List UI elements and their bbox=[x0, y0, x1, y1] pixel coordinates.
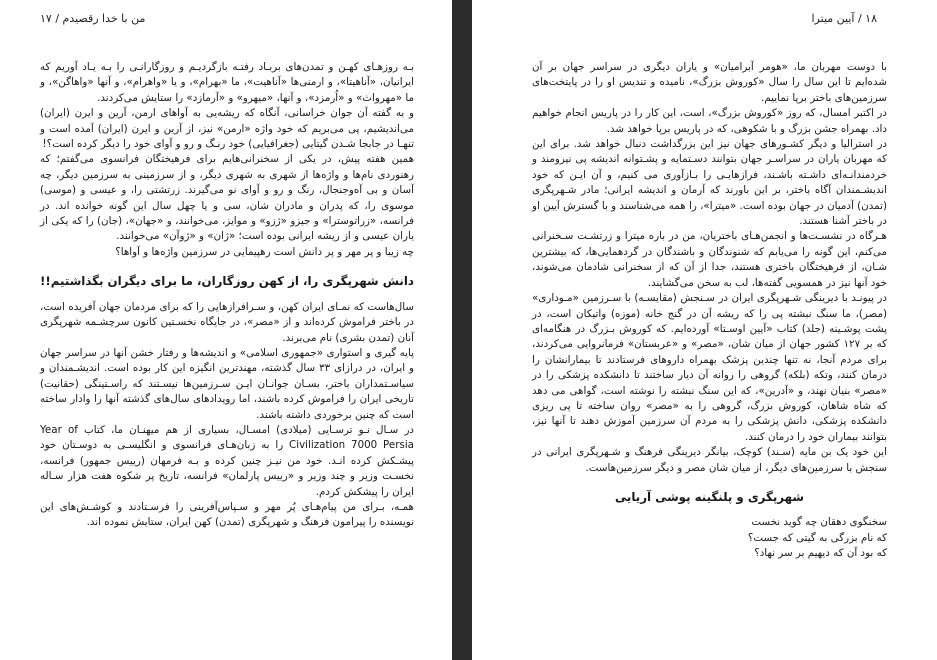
page-body bbox=[40, 60, 414, 531]
paragraph: در سـال نـو ترسـایی (میلادی) امسـال، بسیاری از هم میهنـان ما، کتاب Year of Civilization 7000 Persia را به زبان‌هـای فرانسوی و انگلیسـی به دوسـتان خود پیشـکش کرده انـد. خود من نیـز چنین کرده و بـه فرمهان (رییس جمهور) فرانسه، نخسـت وزیر و چند وزیر و «رییس پارلمان» فرانسه، تاریخ پر شکوه هفت هزار سـاله ایران را پیشکش کردم. bbox=[40, 423, 415, 498]
paragraph: و به گفته آن جوان خراسانی، آنگاه که ریشه‌یی به آواهای ارمن، آرین و ایرن (ایران) می‌اندیشیم، پی می‌بریم که خود واژه «ارمن» نیز، از آرین و ایرن (ایران) آمده است و تنهـا در جابجا شـدن گیتایی (جغرافیایی) خود رنـگ و رو و آوای خود را دیگر کرده است؟! bbox=[40, 107, 414, 151]
paragraph: با دوست مهربان ما، «هومر آبرامیان» و یاران دیگری در سراسر جهان بر آن شده‌ایم تا این سال را سال «کوروش بزرگ»، نامیده و تندیس او را در پایتخت‌های سرزمین‌های باختر برپا نماییم. bbox=[532, 61, 887, 104]
left-page bbox=[0, 0, 452, 660]
paragraph: در پیونـد با دیرینگی شـهرپگری ایران در سـنجش (مقایسـه) با سـرزمین «مـوداری» (مصر)، ما سنگ نبشته پی را که ریشه آن در گنج خانه (موزه) واتیکان است، در پشت پوشـینه (جلد) کتاب «آیین اوسـتا» آورده‌ایم. که کوروش بـزرگ در هنگامه‌ای که بر ۱۲۷ کشور جهان از میان شان، «مصر» و «عربستان» فرمانروایی می‌کردند، برای مردم آنجا، نه تنها چندین پزشک بهمراه داروهای فرستادند تا بیمارانشان را درمان کنند، وتکه (بلکه) گروهی را روانه آن دیار ساختند تا دانشکده پزشکی را در «مصر» بنیان نهند، و «آدرین»، که این سنگ نبشته را نوشته است، گواهی می دهد که شاه شاهان، کوروش بزرگ، گروهی را به «مصر» روان ساخته تا پی ریزی دانشکده پزشکی، دانش پزشکی را به مردم آن سرزمین آموزش دهند تا آنها نیز، بتوانند بیماران خود را درمان کنند. bbox=[532, 292, 887, 443]
page-header: ۱۸ / آیین میترا bbox=[811, 12, 877, 25]
paragraph: هـرگاه در نشسـت‌ها و انجمن‌هـای باختریان، من در باره میترا و زرتشـت سـخنرانی می‌کنم، این گونه را می‌یابم که شنوندگان و باشندگان در گردهمایی‌ها، که بیشترین شـان، از فرهیختگان باختری هستند، جدا از آن که از سخنرانی شادمان می‌شوند، خود آنها نیز در همسویی گفته‌ها، لب به سخن می‌گشایند. bbox=[532, 230, 887, 289]
paragraph: همین هفته پیش، در یکی از سخنرانی‌هایم برای فرهیختگان فرانسوی می‌گفتم؛ که رهنوردی نام‌ها و واژه‌ها از شهری به شهری دیگر، و از سرزمینی به سرزمین دیگر، چه آسان و بی آه‌وجنجال، رنگ و رو و آوای نو می‌گیرند. زرتشتی را، و عیسی و (موسی) موسوی را، که پدران و مادران شان، سی و یا چهل سال این گونه خوانده اند. در فرانسه، «زراتوسترا» و جیزو «ژزو» و موایز، می‌خوانند، و «جهان»، (جان) را که یکی از یاران عیسی و از ریشه ایرانی بوده است؛ «ژان» و «ژوآن» می‌خوانند. bbox=[40, 153, 414, 243]
paragraph: همـه، بـرای من پیام‌هـای پُر مهر و سـپاس‌آفرینی را فرسـتادند و کوشـش‌های این نویسنده را پیرامون فرهنگ و شهرپگری (تمدن) کهن ایران، ستایش نموده اند. bbox=[40, 500, 414, 529]
paragraph: در استرالیا و دیگر کشـورهای جهان نیز این بزرگداشت دنبال خواهد شد. برای این که مهربان یاران در سراسـر جهان بتوانند دسـتمایه و پشـتوانه اندیشه پی نیرومند و خردمندانـه‌ای داشـته باشـند، فرازهایـی را بـازآوری می کنیم، و آن ایـن که خود اندیشـمندان آگاه باختر، بر این باورند که آرمان و اندیشه ایرانی؛ مادر شـهرپگری (تمدن) آدمیان در جهان بوده است. «میترا»، را همه می‌شناسند و با گسترش آیین او در باختر آشنا هستند. bbox=[532, 138, 887, 228]
paragraph: چه زیبا و پر مهر و پر دانش است رهپیمایی در سرزمین واژه‌ها و آواها؟ bbox=[115, 245, 414, 258]
poem-line: که بود آن که دیهیم بر سر نهاد؟ bbox=[754, 547, 887, 560]
paragraph: در اکتبر امسال، که روز «کوروش بزرگ»، است، این کار را در پاریس انجام خواهیم داد. بهمراه جشن بزرگ و با شکوهی، که در پاریس برپا خواهد شد. bbox=[532, 107, 887, 135]
paragraph: پایه گیری و استواری «جمهوری اسلامی» و اندیشه‌ها و رفتار خشن آنها در سراسر جهان و ایران، در درازای ۳۳ سال گذشته، مهندترین انگیزه این کار بوده است. اندیشـمندان و سیاسـتمداران باختر، بسـان جوانـان ایـن سـرزمین‌ها نیسـتند که راسـتینگی (حقانیت) تاریخی ایران را فراموش کرده باشند، اما رویدادهای سال‌های گذشته آنها را وادار ساخته است که چنین برخوردی داشته باشند. bbox=[40, 346, 414, 421]
paragraph: این خود یک بن مایه (سـند) کوچک، بیانگر دیرینگی فرهنگ و شـهرپگری ایرانی در سنجش با سرزمین‌های دیگر، از میان شان مصر و دیگر سرزمین‌هاست. bbox=[532, 446, 887, 474]
poem-line: که نام بزرگی به گیتی که جست؟ bbox=[747, 531, 887, 544]
right-page bbox=[472, 0, 937, 660]
section-heading: دانش شهرپگری را، از کهن روزگاران، ما برای دیگران بگذاشتیم!! bbox=[40, 274, 414, 289]
page-body bbox=[532, 60, 887, 562]
book-gutter bbox=[452, 0, 472, 660]
page-header: من با خدا رقصیدم / ۱۷ bbox=[40, 12, 146, 25]
section-heading: شهرپگری و پلنگینه پوشی آریایی bbox=[614, 489, 805, 504]
paragraph: بـه روزهـای کهـن و تمدن‌های بربـاد رفتـه بازگردیـم و روزگارانـی را بـه یـاد آوریم که ایرانیان، «آناهیتا»، و ارمنی‌ها «آناهیت»، ما «بهرام»، و یا «واهرام»، و آنها «واهاگن»، و ما «مهرواث» و «اُرمزد»، و آنها، «میهرو» و «آرمازد» را ستایش می‌کردند. bbox=[40, 61, 414, 104]
poem bbox=[532, 515, 887, 561]
paragraph: سال‌هاست که نمـای ایران کهن، و سـرافرازهایی را که برای مردمان جهان آفریده است، در باختر فراموش کرده‌اند و از «مصر»، در جایگاه نخسـتین کانون سرچشـمه شهرپگری آنان (تمدن بشری) نام می‌برند. bbox=[40, 300, 414, 344]
poem-line: سخنگوی دهقان چه گوید نخست bbox=[751, 516, 887, 529]
